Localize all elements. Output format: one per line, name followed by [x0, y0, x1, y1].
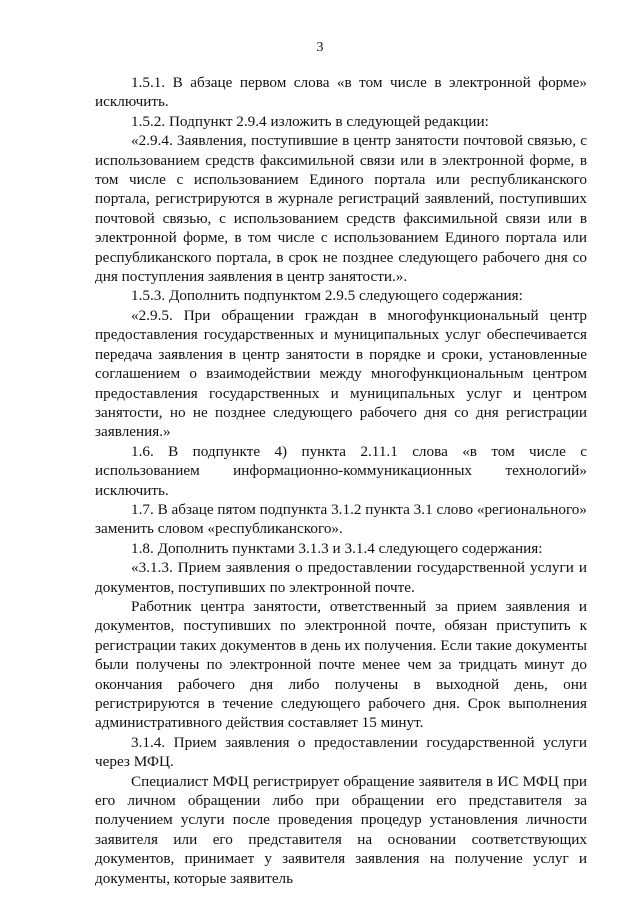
paragraph-3-1-3-body: Работник центра занятости, ответственный за прием заявления и документов, поступивших по электронной почте, обязан приступить к регистрации таких документов в день их получения. Если такие документы были получены по электронной почте менее чем за тридцать минут до окончания рабочего дня либо получены в выходной день, они регистрируются в течение следующего рабочего дня. Срок выполнения административного действия составляет 15 минут.	[95, 597, 587, 732]
paragraph-2-9-4: «2.9.4. Заявления, поступившие в центр занятости почтовой связью, с использованием средств факсимильной связи или в электронной форме, в том числе с использованием Единого портала или республиканского портала, регистрируются в журнале регистраций заявлений, поступивших почтовой связью, с использованием средств факсимильной связи или в электронной форме, в том числе с использованием Единого портала или республиканского портала, в срок не позднее следующего рабочего дня со дня поступления заявления в центр занятости.».	[95, 132, 587, 286]
paragraph-1-5-2: 1.5.2. Подпункт 2.9.4 изложить в следующей редакции:	[131, 112, 489, 130]
paragraph-1-7: 1.7. В абзаце пятом подпункта 3.1.2 пункта 3.1 слово «регионального» заменить словом «республиканского».	[95, 500, 587, 538]
paragraph-3-1-3: «3.1.3. Прием заявления о предоставлении государственной услуги и документов, поступивших по электронной почте.	[95, 559, 587, 596]
paragraph-1-8: 1.8. Дополнить пунктами 3.1.3 и 3.1.4 следующего содержания:	[131, 539, 543, 557]
paragraph-1-5-1: 1.5.1. В абзаце первом слова «в том числе в электронной форме» исключить.	[95, 74, 587, 111]
paragraph-1-5-3: 1.5.3. Дополнить подпунктом 2.9.5 следующего содержания:	[131, 287, 523, 305]
paragraph-3-1-4-body: Специалист МФЦ регистрирует обращение заявителя в ИС МФЦ при его личном обращении либо при обращении его представителя за получением услуги после проведения процедур установления личности заявителя или его представителя на основании соответствующих документов, принимает у заявителя заявления на получение услуг и документы, которые заявитель	[95, 772, 587, 887]
page-number: 3	[316, 40, 324, 55]
paragraph-3-1-4: 3.1.4. Прием заявления о предоставлении государственной услуги через МФЦ.	[95, 733, 587, 771]
paragraph-1-6: 1.6. В подпункте 4) пункта 2.11.1 слова «в том числе с использованием информационно-коммуникационных технологий» исключить.	[95, 442, 587, 499]
paragraph-2-9-5: «2.9.5. При обращении граждан в многофункциональный центр предоставления государственных и муниципальных услуг обеспечивается передача заявления в центр занятости в порядке и сроки, установленные соглашением о взаимодействии между многофункциональным центром предоставления государственных и муниципальных услуг и центром занятости, но не позднее следующего рабочего дня со дня регистрации заявления.»	[95, 306, 587, 441]
document-body	[95, 73, 587, 888]
